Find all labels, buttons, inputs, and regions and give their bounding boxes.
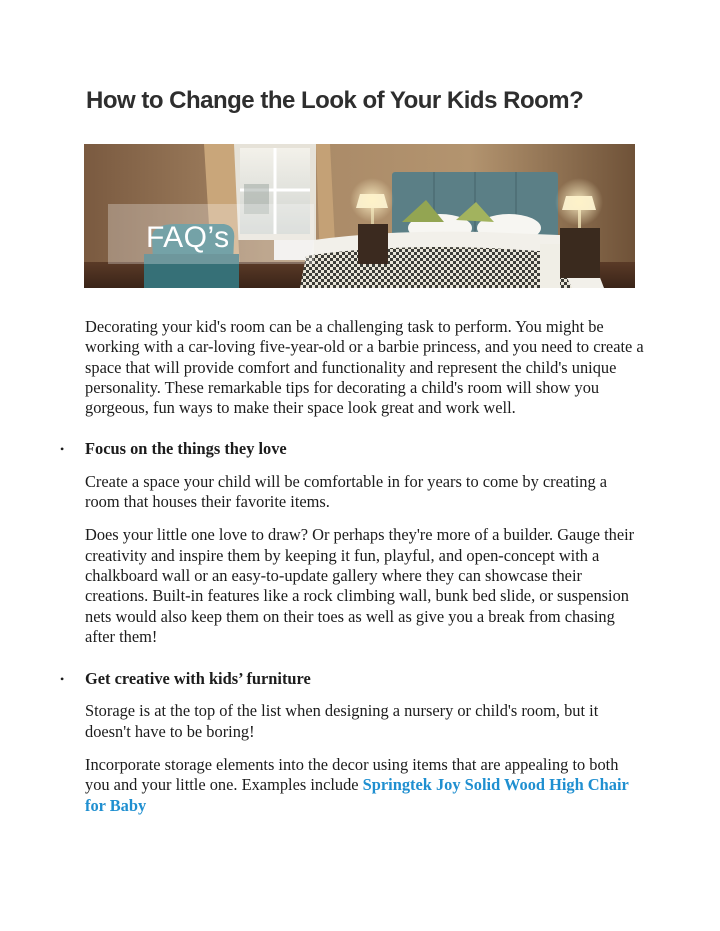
- intro-paragraph: Decorating your kid's room can be a challenging task to perform. You might be working with a car-loving five-year-old or a barbie princess, and you need to create a space that will provide comfort and functionality and represent the child's unique personality. These remarkable tips for decorating a child's room will show you gorgeous, fun ways to make their space look great and work well.: [85, 317, 644, 418]
- section-heading: Focus on the things they love: [85, 439, 287, 459]
- bullet-icon: •: [60, 672, 65, 687]
- hero-image: [84, 144, 635, 288]
- paragraph-text: Incorporate storage elements into the decor using items that are appealing to both you and your little one. Examples include: [85, 755, 619, 795]
- faq-label: FAQ’s: [146, 221, 230, 254]
- paragraph: Does your little one love to draw? Or perhaps they're more of a builder. Gauge their creativity and inspire them by keeping it fun, playful, and open-concept with a chalkboard wall or an easy-to-update gallery where they can showcase their creations. Built-in features like a rock climbing wall, bunk bed slide, or suspension nets would also keep them on their toes as well as give you a break from chasing after them!: [85, 525, 635, 646]
- paragraph: Create a space your child will be comfortable in for years to come by creating a room that houses their favorite items.: [85, 471, 608, 512]
- page-title: How to Change the Look of Your Kids Room?: [86, 87, 584, 114]
- bullet-icon: •: [60, 442, 65, 457]
- section-focus-things-they-love: [60, 439, 645, 647]
- product-link[interactable]: Springtek Joy Solid Wood High Chair for Baby: [85, 775, 629, 815]
- bedroom-photo: [84, 144, 635, 288]
- article-body: [60, 317, 645, 829]
- paragraph-with-link: [85, 755, 645, 816]
- section-creative-furniture: [60, 669, 645, 816]
- section-heading: Get creative with kids’ furniture: [85, 669, 311, 689]
- paragraph: Storage is at the top of the list when designing a nursery or child's room, but it doesn't have to be boring!: [85, 701, 599, 741]
